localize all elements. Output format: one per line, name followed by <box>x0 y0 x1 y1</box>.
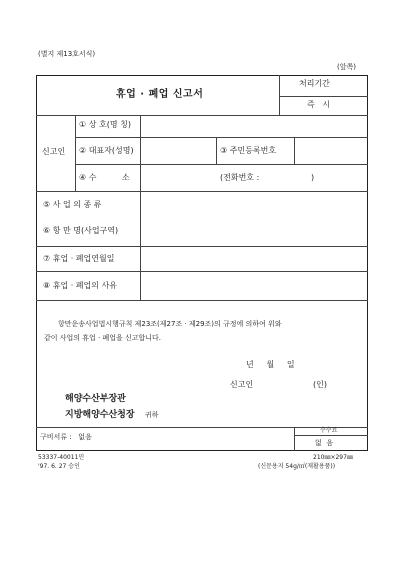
representative-field[interactable] <box>141 138 216 164</box>
front-side-label: (앞쪽) <box>337 63 356 71</box>
address-field[interactable] <box>141 165 216 191</box>
paper-size: 210㎜×297㎜ <box>313 454 353 461</box>
required-documents: 구비서류 : 없음 <box>40 433 92 441</box>
phone-field[interactable] <box>268 168 308 186</box>
recipient-minister: 해양수산부장관 <box>65 394 126 404</box>
processing-period-value: 즉 시 <box>307 100 331 109</box>
paper-type: (신문용지 54g/㎡(재활용품)) <box>258 463 336 470</box>
applicant-section-label: 신고인 <box>42 147 66 156</box>
declaration-date: 년 월 일 <box>246 360 295 369</box>
business-name-field[interactable] <box>141 116 367 137</box>
resident-id-label: ③ 주민등록번호 <box>220 146 277 155</box>
port-name-field[interactable] <box>141 220 367 246</box>
business-name-label: ① 상 호(명 칭) <box>79 120 131 129</box>
closure-date-label: ⑦ 휴업 · 폐업연월일 <box>43 254 115 263</box>
representative-label: ② 대표자(성명) <box>79 146 134 155</box>
seal-mark: (인) <box>313 380 327 389</box>
closure-reason-field[interactable] <box>141 272 367 300</box>
approval-date: '97. 6. 27 승인 <box>38 463 80 470</box>
business-type-field[interactable] <box>141 192 367 219</box>
business-type-label: ⑤ 사 업 의 종 류 <box>43 200 102 209</box>
processing-period-label: 처리기간 <box>299 79 330 88</box>
fee-label: 수수료 <box>320 427 338 434</box>
phone-label: (전화번호 : <box>220 173 260 182</box>
closure-reason-label: ⑧ 휴업 · 폐업의 사유 <box>43 281 117 290</box>
form-number: (별지 제13호서식) <box>38 50 96 58</box>
closure-date-field[interactable] <box>141 247 367 271</box>
fee-value: 없 음 <box>315 439 333 447</box>
form-code: 53337-40011민 <box>38 454 85 461</box>
declaration-line-1: 항만운송사업법시행규칙 제23조(제27조 · 제29조)의 규정에 의하여 위와 <box>58 320 282 328</box>
signer-label: 신고인 <box>230 380 254 389</box>
recipient-regional-office: 지방해양수산청장 <box>65 410 135 420</box>
form-title: 휴업 · 폐업 신고서 <box>116 89 204 100</box>
resident-id-field[interactable] <box>295 138 367 164</box>
address-label: ④ 수 소 <box>79 173 130 182</box>
port-name-label: ⑥ 항 만 명(사업구역) <box>43 226 119 235</box>
recipient-suffix: 귀하 <box>145 411 159 419</box>
signer-name-field[interactable] <box>262 376 310 392</box>
declaration-line-2: 같이 사업의 휴업 · 폐업을 신고합니다. <box>44 334 162 342</box>
phone-close: ) <box>311 173 315 182</box>
